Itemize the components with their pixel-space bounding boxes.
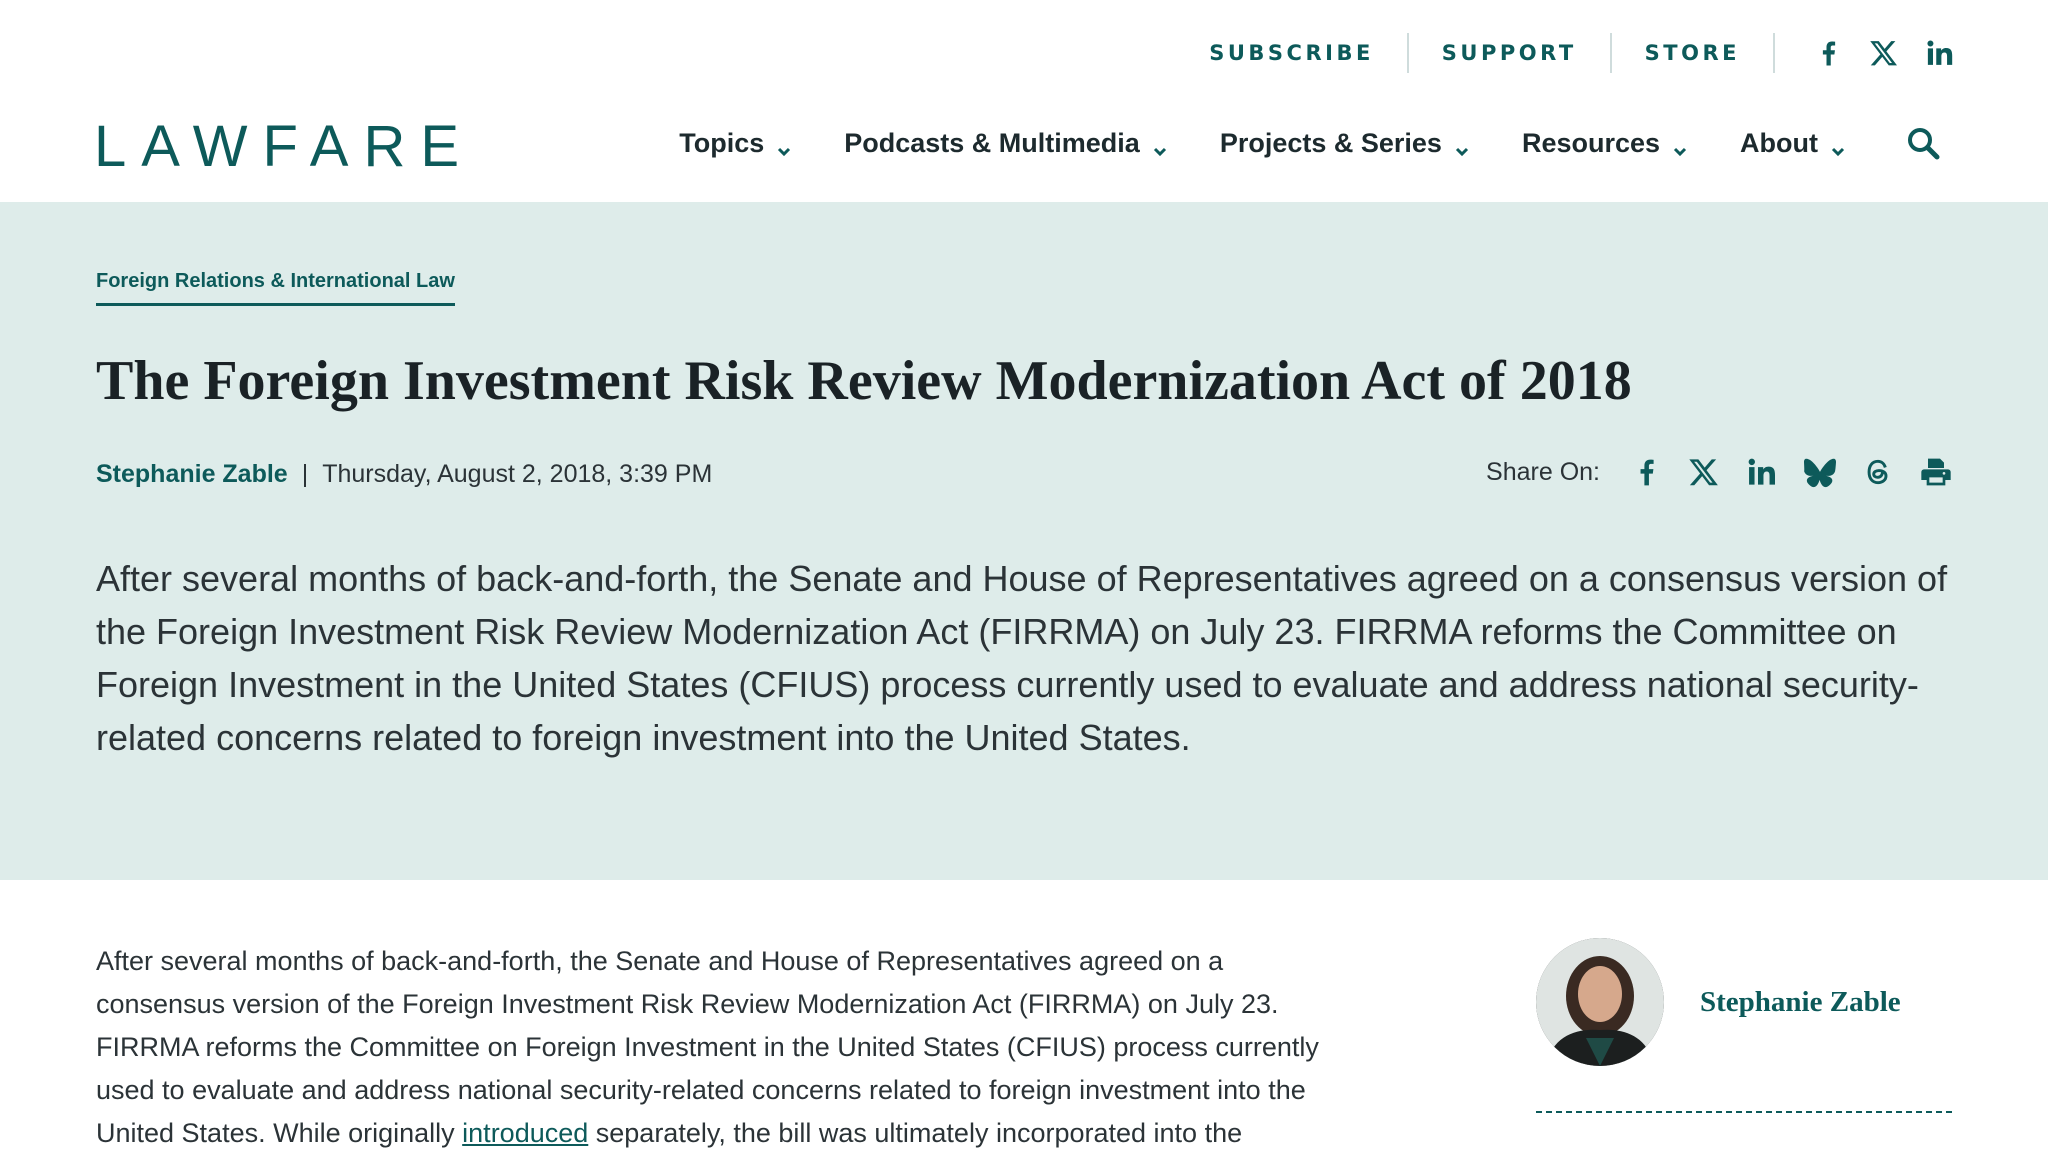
share-bar [1486, 456, 1952, 488]
author-link[interactable]: Stephanie Zable [96, 460, 288, 488]
x-icon[interactable] [1869, 38, 1899, 68]
chevron-down-icon [1830, 135, 1846, 151]
site-logo[interactable]: LAWFARE [94, 114, 475, 179]
share-label: Share On: [1486, 457, 1600, 486]
utility-nav [1176, 28, 1955, 78]
linkedin-icon[interactable] [1925, 38, 1955, 68]
linkedin-icon[interactable] [1746, 456, 1778, 488]
nav-topics[interactable] [679, 128, 792, 159]
chevron-down-icon [1454, 135, 1470, 151]
byline [96, 460, 712, 489]
threads-icon[interactable] [1862, 456, 1894, 488]
body-text: After several months of back-and-forth, the Senate and House of Representatives agreed on a consensus version of the Foreign Investment Risk Review Modernization Act (FIRRMA) on July 23. FIRRMA reforms the Committee on Foreign Investment in the United States (CFIUS) process currently used to evaluate and address national security-related concerns related to foreign investment into the United States. While originally [96, 946, 1319, 1148]
author-card [1536, 938, 1901, 1066]
author-card-name[interactable]: Stephanie Zable [1700, 985, 1901, 1018]
main-nav [627, 126, 1940, 160]
support-link[interactable]: SUPPORT [1441, 41, 1577, 65]
article-hero [0, 202, 2048, 880]
article-title: The Foreign Investment Risk Review Modernization Act of 2018 [96, 350, 1632, 412]
subscribe-link[interactable]: SUBSCRIBE [1209, 41, 1374, 65]
chevron-down-icon [776, 135, 792, 151]
body-text: separately, the bill was ultimately incorporated into the [588, 1118, 1243, 1148]
publish-date: Thursday, August 2, 2018, 3:39 PM [322, 460, 713, 488]
nav-about[interactable] [1740, 128, 1846, 159]
category-link[interactable]: Foreign Relations & International Law [96, 270, 455, 306]
nav-podcasts-multimedia[interactable] [844, 128, 1168, 159]
nav-label: Topics [679, 127, 765, 158]
author-avatar[interactable] [1536, 938, 1664, 1066]
nav-label: Projects & Series [1219, 127, 1442, 158]
store-link[interactable]: STORE [1644, 41, 1740, 65]
facebook-icon[interactable] [1813, 38, 1843, 68]
divider [1536, 1111, 1952, 1113]
nav-resources[interactable] [1522, 128, 1688, 159]
x-icon[interactable] [1688, 456, 1720, 488]
bluesky-icon[interactable] [1804, 456, 1836, 488]
nav-label: Podcasts & Multimedia [844, 127, 1140, 158]
nav-projects-series[interactable] [1220, 128, 1470, 159]
introduced-link[interactable]: introduced [462, 1118, 589, 1148]
nav-label: Resources [1521, 127, 1661, 158]
print-icon[interactable] [1920, 456, 1952, 488]
chevron-down-icon [1152, 135, 1168, 151]
chevron-down-icon [1672, 135, 1688, 151]
byline-separator: | [301, 460, 309, 488]
article-body [96, 940, 1346, 1155]
article-dek: After several months of back-and-forth, the Senate and House of Representatives agreed on a consensus version of the Foreign Investment Risk Review Modernization Act (FIRRMA) on July 23. FIRRMA reforms the Committee on Foreign Investment in the United States (CFIUS) process currently used to evaluate and address national security-related concerns related to foreign investment into the United States. [96, 558, 1948, 758]
social-links [1775, 38, 1955, 68]
facebook-icon[interactable] [1630, 456, 1662, 488]
nav-label: About [1740, 127, 1818, 158]
search-icon[interactable] [1906, 126, 1940, 160]
